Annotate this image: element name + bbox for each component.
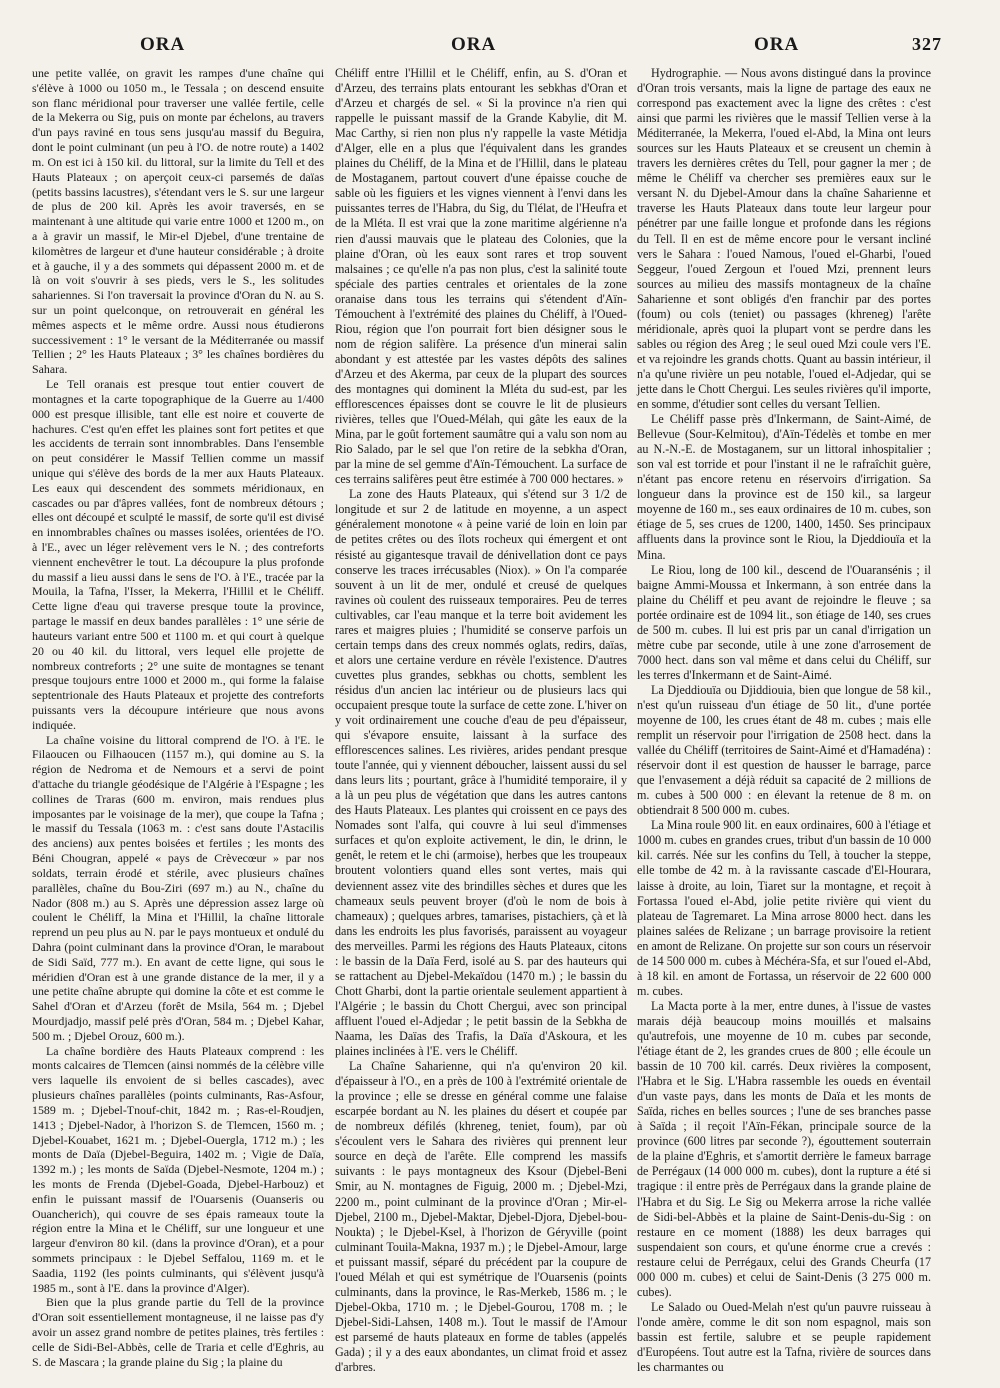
paragraph: La Chaîne Saharienne, qui n'a qu'environ 20 kil. d'épaisseur à l'O., en a près de 100 à l'extrémité orientale de la province ; elle se dresse en général comme une falaise escarpée bordant au N. les plaines du désert et coupée par de nombreux défilés (khreneg, teniet, foum), par où s'écoulent vers le Sahara des rivières qui prennent leur source en deçà de l'arête. Elle comprend les massifs suivants : le pays montagneux des Ksour (Djebel-Beni Smir, au N. montagnes de Figuig, 2000 m. ; Djebel-Mzi, 2200 m., point culminant de la province d'Oran ; Mir-el-Djebel, 2100 m., Djebel-Maktar, Djebel-Djora, Djebel-bou-Noukta) ; le Djebel-Ksel, à l'horizon de Géryville (point culminant Touila-Makna, 1937 m.) ; le Djebel-Amour, large et puissant massif, séparé du précédent par la coupure de l'oued Mélah et qui est symétrique de l'Ouarsenis (points culminants, dans la province, le Ras-Merkeb, 1586 m. ; le Djebel-Okba, 1710 m. ; le Djebel-Gourou, 1708 m. ; le Djebel-Sidi-Lahsen, 1408 m.). Tout le massif de l'Amour est parsemé de hauts plateaux en forme de tables (appelés Gada) ; il y a des eaux abondantes, un climat froid et assez d'arbres. xyxy=(335,1059,627,1375)
paragraph: La Mina roule 900 lit. en eaux ordinaires, 600 à l'étiage et 1000 m. cubes en grandes crues, tribut d'un bassin de 10 000 kil. carrés. Née sur les confins du Tell, à toucher la steppe, elle tombe de 42 m. à la ravissante cascade d'El-Hourara, laisse à droite, au loin, Tiaret sur la montagne, et reçoit à Fortassa l'oued el-Abd, jolie petite rivière qui vient du plateau de Tagremaret. La Mina arrose 8000 hect. dans les plaines salées de Relizane ; un barrage provisoire la retient en amont de Relizane. On projette sur son cours un réservoir de 14 500 000 m. cubes à Méchéra-Sfa, et sur l'oued el-Abd, à 18 kil. en amont de Fortassa, un réservoir de 22 600 000 m. cubes. xyxy=(637,818,931,998)
text-column-3 xyxy=(637,66,931,1375)
paragraph: Bien que la plus grande partie du Tell de la province d'Oran soit essentiellement montagneuse, il ne laisse pas d'y avoir un assez grand nombre de petites plaines, très fertiles : celle de Sidi-Bel-Abbès, celle de Traria et celle d'Eghris, au S. de Mascara ; la grande plaine du Sig ; la plaine du xyxy=(32,1295,324,1369)
paragraph: Hydrographie. — Nous avons distingué dans la province d'Oran trois versants, mais la ligne de partage des eaux ne correspond pas exactement avec la ligne des crêtes : c'est ainsi que parmi les rivières que le massif Tellien verse à la Méditerranée, la Mekerra, l'oued el-Abd, la Mina ont leurs sources sur les Hauts Plateaux et se creusent un chemin à travers les dernières crêtes du Tell, pour gagner la mer ; de même le Chéliff va chercher ses premières eaux sur le versant N. du Djebel-Amour dans la chaîne Saharienne et traverse les Hauts Plateaux dans toute leur largeur pour pénétrer par une faille longue et profonde dans les régions du Tell. Il en est de même encore pour le versant incliné vers le Sahara : l'oued Namous, l'oued el-Gharbi, l'oued Seggeur, l'oued Zergoun et l'oued Mzi, prennent leurs sources au milieu des massifs montagneux de la chaîne Saharienne et sont obligés d'en franchir par des portes (foum) ou cols (teniet) ou passages (khreneg) l'arête méridionale, après quoi la plupart vont se perdre dans les sables ou région des Areg ; le seul oued Mzi coule vers l'E. et va rejoindre les grands chotts. Quant au bassin intérieur, il n'a qu'une rivière un peu notable, l'oued el-Adjedar, qui se jette dans le Chott Chergui. Les seules rivières qu'il importe, en somme, d'étudier sont celles du versant Tellien. xyxy=(637,66,931,412)
running-head-right: ORA xyxy=(754,34,800,55)
running-head-center: ORA xyxy=(451,34,497,55)
text-column-2 xyxy=(335,66,627,1375)
paragraph: une petite vallée, on gravit les rampes d'une chaîne qui s'élève à 1000 ou 1050 m., le Tessala ; on descend ensuite son flanc méridional pour traverser une vallée fertile, celle de la Mekerra ou Sig, puis on monte par échelons, au travers d'un pays raviné en tous sens jusqu'au massif du Beguira, dont le point culminant (un peu à l'O. de notre route) a 1402 m. On est ici à 150 kil. du littoral, sur la limite du Tell et des Hauts Plateaux ; on aperçoit ceux-ci parsemés de daïas (petits bassins lacustres), s'étendant vers le S. sur une largeur de plus de 200 kil. Après les avoir traversés, en se maintenant à une altitude qui varie entre 1000 et 1200 m., on a à gravir un massif, le Mir-el Djebel, d'une trentaine de kilomètres de largeur et d'une hauteur considérable ; à droite et à gauche, il y a des sommets qui dépassent 2000 m. et de là on voit s'ouvrir à ses pieds, vers le S., les solitudes sahariennes. Si l'on traversait la province d'Oran du N. au S. sur un point quelconque, on retrouverait en général les mêmes aspects et le même ordre. Aussi nous étudierons successivement : 1° le versant de la Méditerranée ou massif Tellien ; 2° les Hauts Plateaux ; 3° les chaînes bordières du Sahara. xyxy=(32,66,324,377)
paragraph: Le Riou, long de 100 kil., descend de l'Ouaransénis ; il baigne Ammi-Moussa et Inkermann, à son entrée dans la plaine du Chéliff et peu avant de rejoindre le fleuve ; sa portée ordinaire est de 1094 lit., son étiage de 140, ses crues de 500 m. cubes. Il lui est pris par un canal d'irrigation un mètre cube par seconde, utile à une zone d'arrosement de 7000 hect. dans son val même et dans celui du Chéliff, sur les terres d'Inkermann et de Saint-Aimé. xyxy=(637,562,931,682)
paragraph: Le Tell oranais est presque tout entier couvert de montagnes et la carte topographique de la Guerre au 1/400 000 est presque illisible, tant elle est noire et couverte de hachures. C'est qu'en effet les plaines sont fort petites et que les accidents de terrain sont innombrables. Dans l'ensemble on peut considérer le Massif Tellien comme un massif unique qui s'élève des bords de la mer aux Hauts Plateaux. Les eaux qui descendent des sommets méridionaux, en cascades ou par d'âpres vallées, font de nombreux détours ; elles ont découpé et sculpté le massif, de sorte qu'il est divisé en innombrables chaînes ou masses isolées, orientées de l'O. à l'E., avec un léger relèvement vers le N. ; des contreforts viennent enchevêtrer le tout. La découpure la plus profonde du massif a lieu aussi dans le sens de l'O. à l'E., tracée par la Mouila, la Tafna, l'Isser, la Mekerra, l'Hillil et le Chéliff. Cette ligne d'eau qui traverse presque toute la province, partage le massif en deux bandes parallèles : 1° une série de hauteurs variant entre 500 et 1100 m. et qui court à quelque 20 ou 40 kil. du littoral, vers lequel elle projette de nombreux contreforts ; 2° une suite de montagnes se tenant presque toujours entre 1000 et 2000 m., qui forme la falaise septentrionale des Hauts Plateaux et projette des contreforts puissants vers la découpure intérieure que nous avons indiquée. xyxy=(32,377,324,732)
paragraph: Le Chéliff passe près d'Inkermann, de Saint-Aimé, de Bellevue (Sour-Kelmitou), d'Aïn-Tédelès et tombe en mer au N.-N.-E. de Mostaganem, sur un littoral inhospitalier ; son val est torride et pour l'instant il ne le rafraîchit guère, n'étant pas encore retenu en réservoirs d'irrigation. Sa longueur dans la province est de 150 kil., sa largeur moyenne de 160 m., ses eaux ordinaires de 10 m. cubes, son étiage de 5, ses crues de 1200, 1400, 1450. Ses principaux affluents dans la province sont le Riou, la Djeddiouïa et la Mina. xyxy=(637,412,931,562)
text-column-1 xyxy=(32,66,324,1370)
page-number: 327 xyxy=(912,34,942,54)
running-head-left: ORA xyxy=(140,34,186,55)
paragraph: Chéliff entre l'Hillil et le Chéliff, enfin, au S. d'Oran et d'Arzeu, des terrains plats entourant les sebkhas d'Oran et d'Arzeu et chargés de sel. « Si la province n'a rien qui rappelle le puissant massif de la Grande Kabylie, dit M. Mac Carthy, si rien non plus n'y rappelle la vaste Métidja d'Alger, elle en a plus que l'équivalent dans les grandes plaines du Chéliff, de la Mina et de l'Hillil, dans le plateau de Mostaganem, partout couvert d'une épaisse couche de sable où les figuiers et les vignes viennent à l'envi dans les puissantes terres de l'Habra, du Sig, du Tlélat, de l'Heufra et de la Mléta. Il est vrai que la zone maritime algérienne n'a rien d'aussi mauvais que le plateau des Colonies, que la plaine d'Oran, où les eaux sont rares et trop souvent malsaines ; ce qu'elle n'a pas non plus, c'est la salinité toute spéciale des parties centrales et orientales de la zone oranaise dans tous les terrains qui s'étendent d'Aïn-Témouchent à l'extrémité des plaines du Chéliff, à l'Oued-Riou, région que l'on pourrait fort bien désigner sous le nom de région salifère. La présence d'un minerai salin abondant y est attestée par les vastes dépôts des salines d'Arzeu et des Akerma, par ceux de la plupart des sources des montagnes qui dominent la Mléta du sud-est, par les efflorescences épaisses dont se couvre le lit de plusieurs rivières, telles que l'Oued-Mélah, qui gâte les eaux de la Mina, par le goût fortement saumâtre qui a valu son nom au Rio Salado, par le sel que l'on retire de la sebkha d'Oran, par la mine de sel gemme d'Aïn-Témouchent. La surface de ces terrains salifères peut être estimée à 700 000 hectares. » xyxy=(335,66,627,487)
paragraph: La chaîne bordière des Hauts Plateaux comprend : les monts calcaires de Tlemcen (ainsi nommés de la célèbre ville vers laquelle ils envoient de si belles cascades), avec plusieurs chaînes parallèles (points culminants, Ras-Asfour, 1589 m. ; Djebel-Tnouf-chit, 1842 m. ; Ras-el-Roudjen, 1413 ; Djebel-Nador, à l'horizon S. de Tlemcen, 1560 m. ; Djebel-Kouabet, 1621 m. ; Djebel-Ouergla, 1712 m.) ; les monts de Daïa (Djebel-Beguira, 1402 m. ; Vigie de Daïa, 1392 m.) ; les monts de Saïda (Djebel-Nesmote, 1204 m.) ; les monts de Frenda (Djebel-Goada, Djebel-Harbouz) et enfin le puissant massif de l'Ouarsenis (Ouanseris ou Ouancherich), qui couvre de ses épais rameaux toute la région entre la Mina et le Chéliff, sur une longueur et une largeur d'environ 80 kil. (dans la province d'Oran), et a pour sommets principaux : le Djebel Seffalou, 1169 m. et le Saadia, 1192 (les points culminants, qui s'élèvent jusqu'à 1985 m., sont à l'E. dans la province d'Alger). xyxy=(32,1043,324,1295)
paragraph: Le Salado ou Oued-Melah n'est qu'un pauvre ruisseau à l'onde amère, comme le dit son nom espagnol, mais son bassin est fertile, salubre et se peuple rapidement d'Européens. Tout autre est la Tafna, rivière de sources dans les charmantes ou xyxy=(637,1299,931,1375)
paragraph: La Macta porte à la mer, entre dunes, à l'issue de vastes marais déjà beaucoup moins mouillés et malsains qu'autrefois, une moyenne de 10 m. cubes par seconde, l'étiage étant de 2, les grandes crues de 800 ; elle écoule un bassin de 10 700 kil. carrés. Deux rivières la composent, l'Habra et le Sig. L'Habra rassemble les oueds en éventail d'un vaste pays, dans les monts de Daïa et les monts de Saïda, riches en belles sources ; l'une de ses branches passe à Saïda ; il reçoit l'Aïn-Fékan, principale source de la province (600 litres par seconde ?), égouttement souterrain de la plaine d'Eghris, et s'amortit derrière le fameux barrage de Perrégaux (14 000 000 m. cubes), dont la rupture a été si tragique : il entre près de Perrégaux dans la grande plaine de l'Habra et du Sig. Le Sig ou Mekerra arrose la riche vallée de Sidi-bel-Abbès et la plaine de Saint-Denis-du-Sig : on restaure en ce moment (1888) les deux barrages qui suspendaient son cours, et qu'une énorme crue a crevés : restaure celui de Perrégaux, celui des Grands Cheurfa (17 000 000 m. cubes) et celui de Saint-Denis (3 275 000 m. cubes). xyxy=(637,998,931,1299)
paragraph: La Djeddiouïa ou Djiddiouia, bien que longue de 58 kil., n'est qu'un ruisseau d'un étiage de 50 lit., d'une portée moyenne de 100, les crues étant de 48 m. cubes ; mais elle remplit un réservoir pour l'irrigation de 2508 hect. dans la vallée du Chéliff (territoires de Saint-Aimé et d'Hamadéna) : réservoir dont il est question de hausser le barrage, parce que l'envasement a déjà réduit sa capacité de 2 millions de m. cubes à 500 000 : en élevant la retenue de 8 m. on obtiendrait 8 500 000 m. cubes. xyxy=(637,682,931,818)
paragraph: La zone des Hauts Plateaux, qui s'étend sur 3 1/2 de longitude et sur 2 de latitude en moyenne, a un aspect généralement monotone « à peine varié de loin en loin par de petites crêtes ou des îlots rocheux qui émergent et ont résisté au gigantesque travail de dénivellation dont ce pays conserve les traces irrécusables (Niox). » On l'a comparée souvent à un lit de mer, ondulé et creusé de quelques ravines où coulent des ruisseaux temporaires. Peu de terres cultivables, car l'eau manque et la terre boit avidement les rares et maigres pluies ; l'humidité se conserve parfois un certain temps dans des creux nommés oglats, redirs, daïas, et alors une certaine verdure en révèle l'existence. D'autres cuvettes plus grandes, sebkhas ou chotts, semblent les résidus d'un ancien lac intérieur ou de plusieurs lacs qui occupaient presque toute la surface de cette zone. L'hiver on y voit ordinairement une couche d'eau de peu d'épaisseur, qui s'évapore ensuite, laissant à la surface des efflorescences salines. Les rivières, arides pendant presque toute l'année, qui y viennent déboucher, laissent aussi du sel dans leurs lits ; pourtant, grâce à l'humidité temporaire, il y a là un peu plus de végétation que dans les autres cantons des Hauts Plateaux. Les plantes qui croissent en ce pays des Nomades sont l'alfa, qui couvre à lui seul d'immenses surfaces et qu'on exploite activement, le din, le drinn, le genêt, le retem et le chi (armoise), herbes que les troupeaux broutent volontiers quand elles sont vertes, mais qui deviennent assez vite des brindilles sèches et dures que les chameaux seuls peuvent broyer (d'où le nom de bois à chameaux) ; quelques arbres, tamarises, pistachiers, çà et là dans les endroits les plus favorisés, paraissent au voyageur des merveilles. Parmi les régions des Hauts Plateaux, citons : le bassin de la Daïa Ferd, isolé au S. par des hauteurs qui se rattachent au Djebel-Mekaïdou (1470 m.) ; le bassin du Chott Gharbi, dont la partie orientale seulement appartient à l'Algérie ; le bassin du Chott Chergui, avec son principal affluent l'oued el-Adjedar ; le petit bassin de la Sebkha de Naama, les Daïas des Trafis, la Daïa d'Askoura, et les plaines inclinées à l'E. vers le Chéliff. xyxy=(335,487,627,1059)
paragraph: La chaîne voisine du littoral comprend de l'O. à l'E. le Filaoucen ou Filhaoucen (1157 m.), qui domine au S. la région de Nedroma et de Nemours et a servi de point d'attache du triangle géodésique de l'Algérie à l'Espagne ; les collines de Traras (600 m. environ, mais rendues plus imposantes par le voisinage de la mer), que coupe la Tafna ; le massif du Tessala (1063 m. : c'est sans doute l'Astacilis des anciens) aux pentes boisées et fertiles ; les monts des Béni Chougran, appelé « pays de Crèvecœur » par nos soldats, terrain érodé et stérile, avec plusieurs chaînes parallèles, chaîne du Bou-Ziri (697 m.) au N., chaîne du Nador (808 m.) au S. Après une dépression assez large où coulent le Chéliff, la Mina et l'Hillil, la chaîne littorale reprend un peu plus au N. par le pays montueux et ondulé du Dahra (point culminant dans la province d'Oran, le marabout de Sidi Saïd, 777 m.). En avant de cette ligne, qui sous le méridien d'Oran est à une grande distance de la mer, il y a une petite chaîne abrupte qui domine la côte et est comme le Sahel d'Oran et d'Arzeu (forêt de Msila, 564 m. ; Djebel Mourdjadjo, massif pelé près d'Oran, 584 m. ; Djebel Kahar, 500 m. ; Djebel Orouz, 600 m.). xyxy=(32,732,324,1043)
